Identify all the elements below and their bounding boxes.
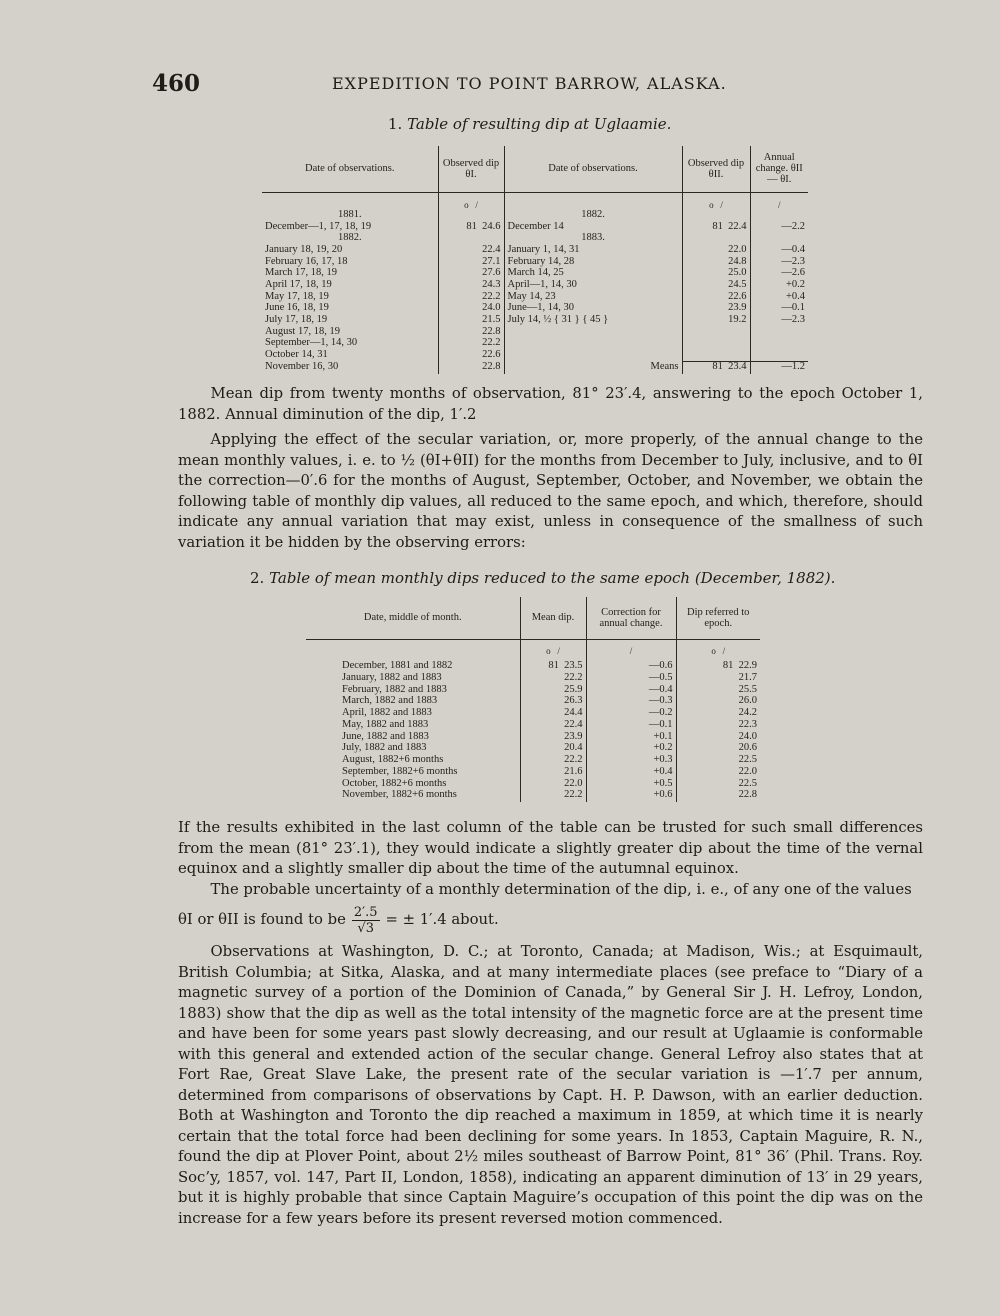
- table1-caption-number: 1.: [388, 115, 403, 133]
- table2-caption-number: 2.: [250, 569, 265, 587]
- table1-header-dip1: Observed dip θI.: [438, 146, 504, 192]
- table1-cell-c: —0.1: [750, 303, 808, 315]
- table2-row: [306, 767, 760, 779]
- table2-cell-r: 26.0: [676, 696, 760, 708]
- table1-cell-c: —0.4: [750, 245, 808, 257]
- table1-cell-d2: January 1, 14, 31: [504, 245, 682, 257]
- table2-row: [306, 661, 760, 673]
- table1-cell-d1: 1881.: [337, 209, 362, 220]
- table2-cell-r: 21.7: [676, 673, 760, 685]
- table1-row: [262, 338, 808, 350]
- running-title: EXPEDITION TO POINT BARROW, ALASKA.: [332, 74, 727, 93]
- paragraph-text: If the results exhibited in the last column of the table can be trusted for such small differences from the mean (81° 23′.1), they would indicate a slightly greater dip about the time of the vernal equinox and a slightly smaller dip about the time of the autumnal equinox.: [178, 819, 923, 877]
- table1-cell-c: [750, 350, 808, 362]
- formula-result: = ± 1′.4 about.: [385, 910, 499, 928]
- page-header: [152, 70, 942, 100]
- table1-cell-d1: February 16, 17, 18: [265, 255, 348, 267]
- table1-caption: [388, 115, 671, 133]
- table1-spacer-cell: [504, 192, 682, 210]
- table1-cell-v1: 27.1: [438, 257, 504, 269]
- table2-caption-text: Table of mean monthly dips reduced to the same epoch (December, 1882).: [269, 569, 836, 587]
- table2-cell-d: July, 1882 and 1883: [342, 742, 427, 754]
- table1-caption-text: Table of resulting dip at Uglaamie.: [407, 115, 672, 133]
- table2-cell-d: November, 1882+6 months: [342, 789, 457, 801]
- table2-cell-d: September, 1882+6 months: [342, 765, 458, 777]
- table2-cell-r: 24.2: [676, 708, 760, 720]
- table2-cell-d: February, 1882 and 1883: [342, 683, 447, 695]
- fraction-numerator: 2′.5: [353, 904, 378, 920]
- table1-cell-v2: 25.0: [682, 268, 750, 280]
- table1-cell-d1: January 18, 19, 20: [265, 244, 343, 256]
- table2-cell-m: 21.6: [520, 767, 586, 779]
- table2-cell-r: 20.6: [676, 743, 760, 755]
- table2-cell-r: 22.8: [676, 790, 760, 802]
- table2-cell-m: 22.4: [520, 720, 586, 732]
- table1-resulting-dip: [262, 146, 808, 374]
- table1-cell-v2: 23.9: [682, 303, 750, 315]
- table2-header-corr: Correction for annual change.: [586, 597, 676, 639]
- table1-row: [262, 315, 808, 327]
- table1-cell-v2: 81 23.4: [682, 362, 750, 374]
- paragraph-text: Mean dip from twenty months of observation, 81° 23′.4, answering to the epoch October 1, 1882. Annual diminution of the dip, 1′.2: [178, 385, 923, 423]
- table2-unit-corr: /: [586, 639, 676, 661]
- table1-cell-v1: 21.5: [438, 315, 504, 327]
- table1-cell-d2: December 14: [504, 222, 682, 234]
- table2-monthly-dips: [306, 597, 760, 802]
- min-unit: /: [475, 199, 478, 210]
- table1-cell-d1: November 16, 30: [265, 360, 339, 372]
- table2-cell-r: 81 22.9: [676, 661, 760, 673]
- table1-cell-d1: June 16, 18, 19: [265, 302, 329, 314]
- table1-cell-v2: 24.5: [682, 280, 750, 292]
- table2-row: [306, 755, 760, 767]
- table1-header-date1: Date of observations.: [262, 146, 438, 192]
- table2-cell-r: 25.5: [676, 685, 760, 697]
- table1-cell-v2: [682, 210, 750, 222]
- formula-fraction: [352, 905, 380, 936]
- table1-cell-c: —2.3: [750, 315, 808, 327]
- table1-cell-d2: April—1, 14, 30: [504, 280, 682, 292]
- table2-cell-d: March, 1882 and 1883: [342, 695, 438, 707]
- table1-cell-v1: 22.4: [438, 245, 504, 257]
- table1-cell-d2: February 14, 28: [504, 257, 682, 269]
- table2-row: [306, 708, 760, 720]
- table1-row: [262, 280, 808, 292]
- table2-cell-r: 24.0: [676, 732, 760, 744]
- table2-cell-r: 22.0: [676, 767, 760, 779]
- table1-cell-d2: 1883.: [504, 233, 682, 245]
- table1-row: [262, 245, 808, 257]
- table2-cell-m: 22.2: [520, 673, 586, 685]
- table2-cell-d: October, 1882+6 months: [342, 777, 447, 789]
- table2-cell-c: +0.1: [586, 732, 676, 744]
- paragraph-mean-dip: [178, 384, 923, 425]
- table2-caption: [250, 569, 835, 587]
- table1-header-date2: Date of observations.: [504, 146, 682, 192]
- table2-header-date: Date, middle of month.: [306, 597, 520, 639]
- paragraph-equinox: [178, 818, 923, 880]
- table1-cell-d1: March 17, 18, 19: [265, 267, 338, 279]
- table2-cell-m: 23.9: [520, 732, 586, 744]
- table2-cell-d: June, 1882 and 1883: [342, 730, 429, 742]
- table2-cell-r: 22.3: [676, 720, 760, 732]
- table1-cell-d1: July 17, 18, 19: [265, 314, 328, 326]
- paragraph-observations: [178, 942, 923, 1229]
- table2-cell-r: 22.5: [676, 779, 760, 791]
- table1-cell-v1: 22.8: [438, 327, 504, 339]
- paragraph-text: The probable uncertainty of a monthly determination of the dip, i. e., of any one of the values: [210, 881, 912, 898]
- table1-row: [262, 350, 808, 362]
- table1-cell-c: —2.6: [750, 268, 808, 280]
- table2-spacer-cell: [306, 639, 520, 661]
- table1-cell-d2: June—1, 14, 30: [504, 303, 682, 315]
- table1-cell-v2: 24.8: [682, 257, 750, 269]
- table1-cell-d1: April 17, 18, 19: [265, 279, 332, 291]
- table1-cell-c: [750, 327, 808, 339]
- table1-cell-d2: [504, 338, 682, 350]
- table2-cell-c: +0.3: [586, 755, 676, 767]
- table1-spacer-cell: [262, 192, 438, 210]
- table2-row: [306, 673, 760, 685]
- table1-cell-v2: [682, 338, 750, 350]
- table2-cell-m: 22.0: [520, 779, 586, 791]
- table2-cell-m: 25.9: [520, 685, 586, 697]
- table1-cell-d1: September—1, 14, 30: [265, 337, 358, 349]
- table2-cell-c: —0.5: [586, 673, 676, 685]
- table2-cell-r: 22.5: [676, 755, 760, 767]
- table1-header-change: Annual change. θII — θI.: [750, 146, 808, 192]
- table2-cell-c: +0.6: [586, 790, 676, 802]
- table1-cell-d2: Means: [504, 362, 682, 374]
- table2-header-ref: Dip referred to epoch.: [676, 597, 760, 639]
- table2-header-mean: Mean dip.: [520, 597, 586, 639]
- table1-cell-v2: 22.6: [682, 292, 750, 304]
- table2-cell-m: 22.2: [520, 755, 586, 767]
- table2-cell-c: —0.4: [586, 685, 676, 697]
- table1-cell-v1: 27.6: [438, 268, 504, 280]
- table1-cell-d1: 1882.: [337, 232, 362, 244]
- table2-cell-m: 22.2: [520, 790, 586, 802]
- table2-cell-c: —0.3: [586, 696, 676, 708]
- table1-cell-d2: [504, 327, 682, 339]
- uncertainty-formula: [178, 905, 923, 936]
- paragraph-uncertainty: [178, 880, 923, 936]
- table1-cell-c: —2.3: [750, 257, 808, 269]
- formula-lead: θI or θII is found to be: [178, 910, 346, 928]
- table1-header-dip2: Observed dip θII.: [682, 146, 750, 192]
- table1-cell-v2: 22.0: [682, 245, 750, 257]
- table1-unit-dip1: [438, 192, 504, 210]
- table1-cell-v1: 22.2: [438, 292, 504, 304]
- table2-body: [306, 639, 760, 802]
- table1-cell-d2: May 14, 23: [504, 292, 682, 304]
- table2-row: [306, 790, 760, 802]
- table1-cell-v1: 81 24.6: [438, 222, 504, 234]
- table1-cell-c: [750, 338, 808, 350]
- table1-cell-v1: 24.0: [438, 303, 504, 315]
- table2-cell-d: December, 1881 and 1882: [342, 660, 453, 671]
- table2-cell-c: —0.2: [586, 708, 676, 720]
- table2-cell-d: May, 1882 and 1883: [342, 718, 429, 730]
- table2-cell-c: —0.1: [586, 720, 676, 732]
- table1-cell-v2: [682, 327, 750, 339]
- table1-cell-d2: March 14, 25: [504, 268, 682, 280]
- table1-row: [262, 210, 808, 222]
- table2-unit-mean: o /: [520, 639, 586, 661]
- table2-cell-c: +0.5: [586, 779, 676, 791]
- table1-cell-d2: July 14, ½ { 31 } { 45 }: [504, 315, 682, 327]
- table2-cell-m: 26.3: [520, 696, 586, 708]
- table1-cell-v2: [682, 350, 750, 362]
- paragraph-text: Observations at Washington, D. C.; at Toronto, Canada; at Madison, Wis.; at Esquimault, British Columbia; at Sitka, Alaska, and at many intermediate places (see preface to “Diary of a magnetic survey of a portion of the Dominion of Canada,” by General Sir J. H. Lefroy, London, 1883) show that the dip as well as the total intensity of the magnetic force are at the present time and have been for some years past slowly decreasing, and our result at Uglaamie is conformable with this general and extended action of the secular change. General Lefroy also states that at Fort Rae, Great Slave Lake, the present rate of the secular variation is —1′.7 per annum, determined from comparisons of observations by Capt. H. P. Dawson, with an earlier deduction. Both at Washington and Toronto the dip reached a maximum in 1859, at which time it is nearly certain that the total force had been declining for some years. In 1853, Captain Maguire, R. N., found the dip at Plover Point, about 2½ miles southeast of Barrow Point, 81° 36′ (Phil. Trans. Roy. Soc’y, 1857, vol. 147, Part II, London, 1858), indicating an apparent diminution of 13′ in 29 years, but it is highly probable that since Captain Maguire’s occupation of this point the dip was on the increase for a few years before its present reversed motion commenced.: [178, 943, 923, 1227]
- fraction-denominator: √3: [357, 920, 374, 936]
- table1-cell-v1: 22.6: [438, 350, 504, 362]
- table2-cell-m: 24.4: [520, 708, 586, 720]
- table2-cell-c: —0.6: [586, 661, 676, 673]
- paragraph-text: Applying the effect of the secular variation, or, more properly, of the annual change to the mean monthly values, i. e. to ½ (θI+θII) for the months from December to July, inclusive, and to θI the correction—0′.6 for the months of August, September, October, and November, we obtain the following table of monthly dip values, all reduced to the same epoch, and which, therefore, should indicate any annual variation that may exist, unless in consequence of the smallness of such variation it be hidden by the observing errors:: [178, 431, 923, 551]
- paragraph-secular-variation: [178, 430, 923, 553]
- table2-cell-d: April, 1882 and 1883: [342, 707, 432, 718]
- table1-cell-v2: 81 22.4: [682, 222, 750, 234]
- table1-cell-v1: 22.2: [438, 338, 504, 350]
- table1-body: [262, 192, 808, 374]
- table1-cell-v2: 19.2: [682, 315, 750, 327]
- table1-cell-c: +0.2: [750, 280, 808, 292]
- table2-cell-d: August, 1882+6 months: [342, 754, 444, 765]
- table1-cell-v1: 24.3: [438, 280, 504, 292]
- table2-unit-ref: o /: [676, 639, 760, 661]
- deg-unit: o: [464, 199, 469, 210]
- min-unit: /: [720, 199, 723, 210]
- table1-cell-c: [750, 210, 808, 222]
- table2-cell-c: +0.4: [586, 767, 676, 779]
- table1-unit-change: /: [750, 192, 808, 210]
- table2-cell-m: 81 23.5: [520, 661, 586, 673]
- table1-cell-d1: August 17, 18, 19: [265, 325, 340, 337]
- table2-cell-m: 20.4: [520, 743, 586, 755]
- page-number: 460: [152, 70, 201, 97]
- table2-cell-d: January, 1882 and 1883: [342, 671, 442, 683]
- table2-cell-c: +0.2: [586, 743, 676, 755]
- table1-cell-d1: May 17, 18, 19: [265, 290, 329, 302]
- table1-cell-c: +0.4: [750, 292, 808, 304]
- table1-cell-d2: 1882.: [504, 210, 682, 222]
- table1-cell-d2: [504, 350, 682, 362]
- table2-row: [306, 720, 760, 732]
- table1-cell-d1: December—1, 17, 18, 19: [265, 220, 372, 232]
- table1-cell-v1: [438, 210, 504, 222]
- deg-unit: o: [709, 199, 714, 210]
- table1-row: [262, 362, 808, 374]
- table1-cell-v1: 22.8: [438, 362, 504, 374]
- table1-unit-dip2: [682, 192, 750, 210]
- table1-cell-c: —1.2: [750, 362, 808, 374]
- table1-cell-d1: October 14, 31: [265, 349, 328, 361]
- table1-cell-c: —2.2: [750, 222, 808, 234]
